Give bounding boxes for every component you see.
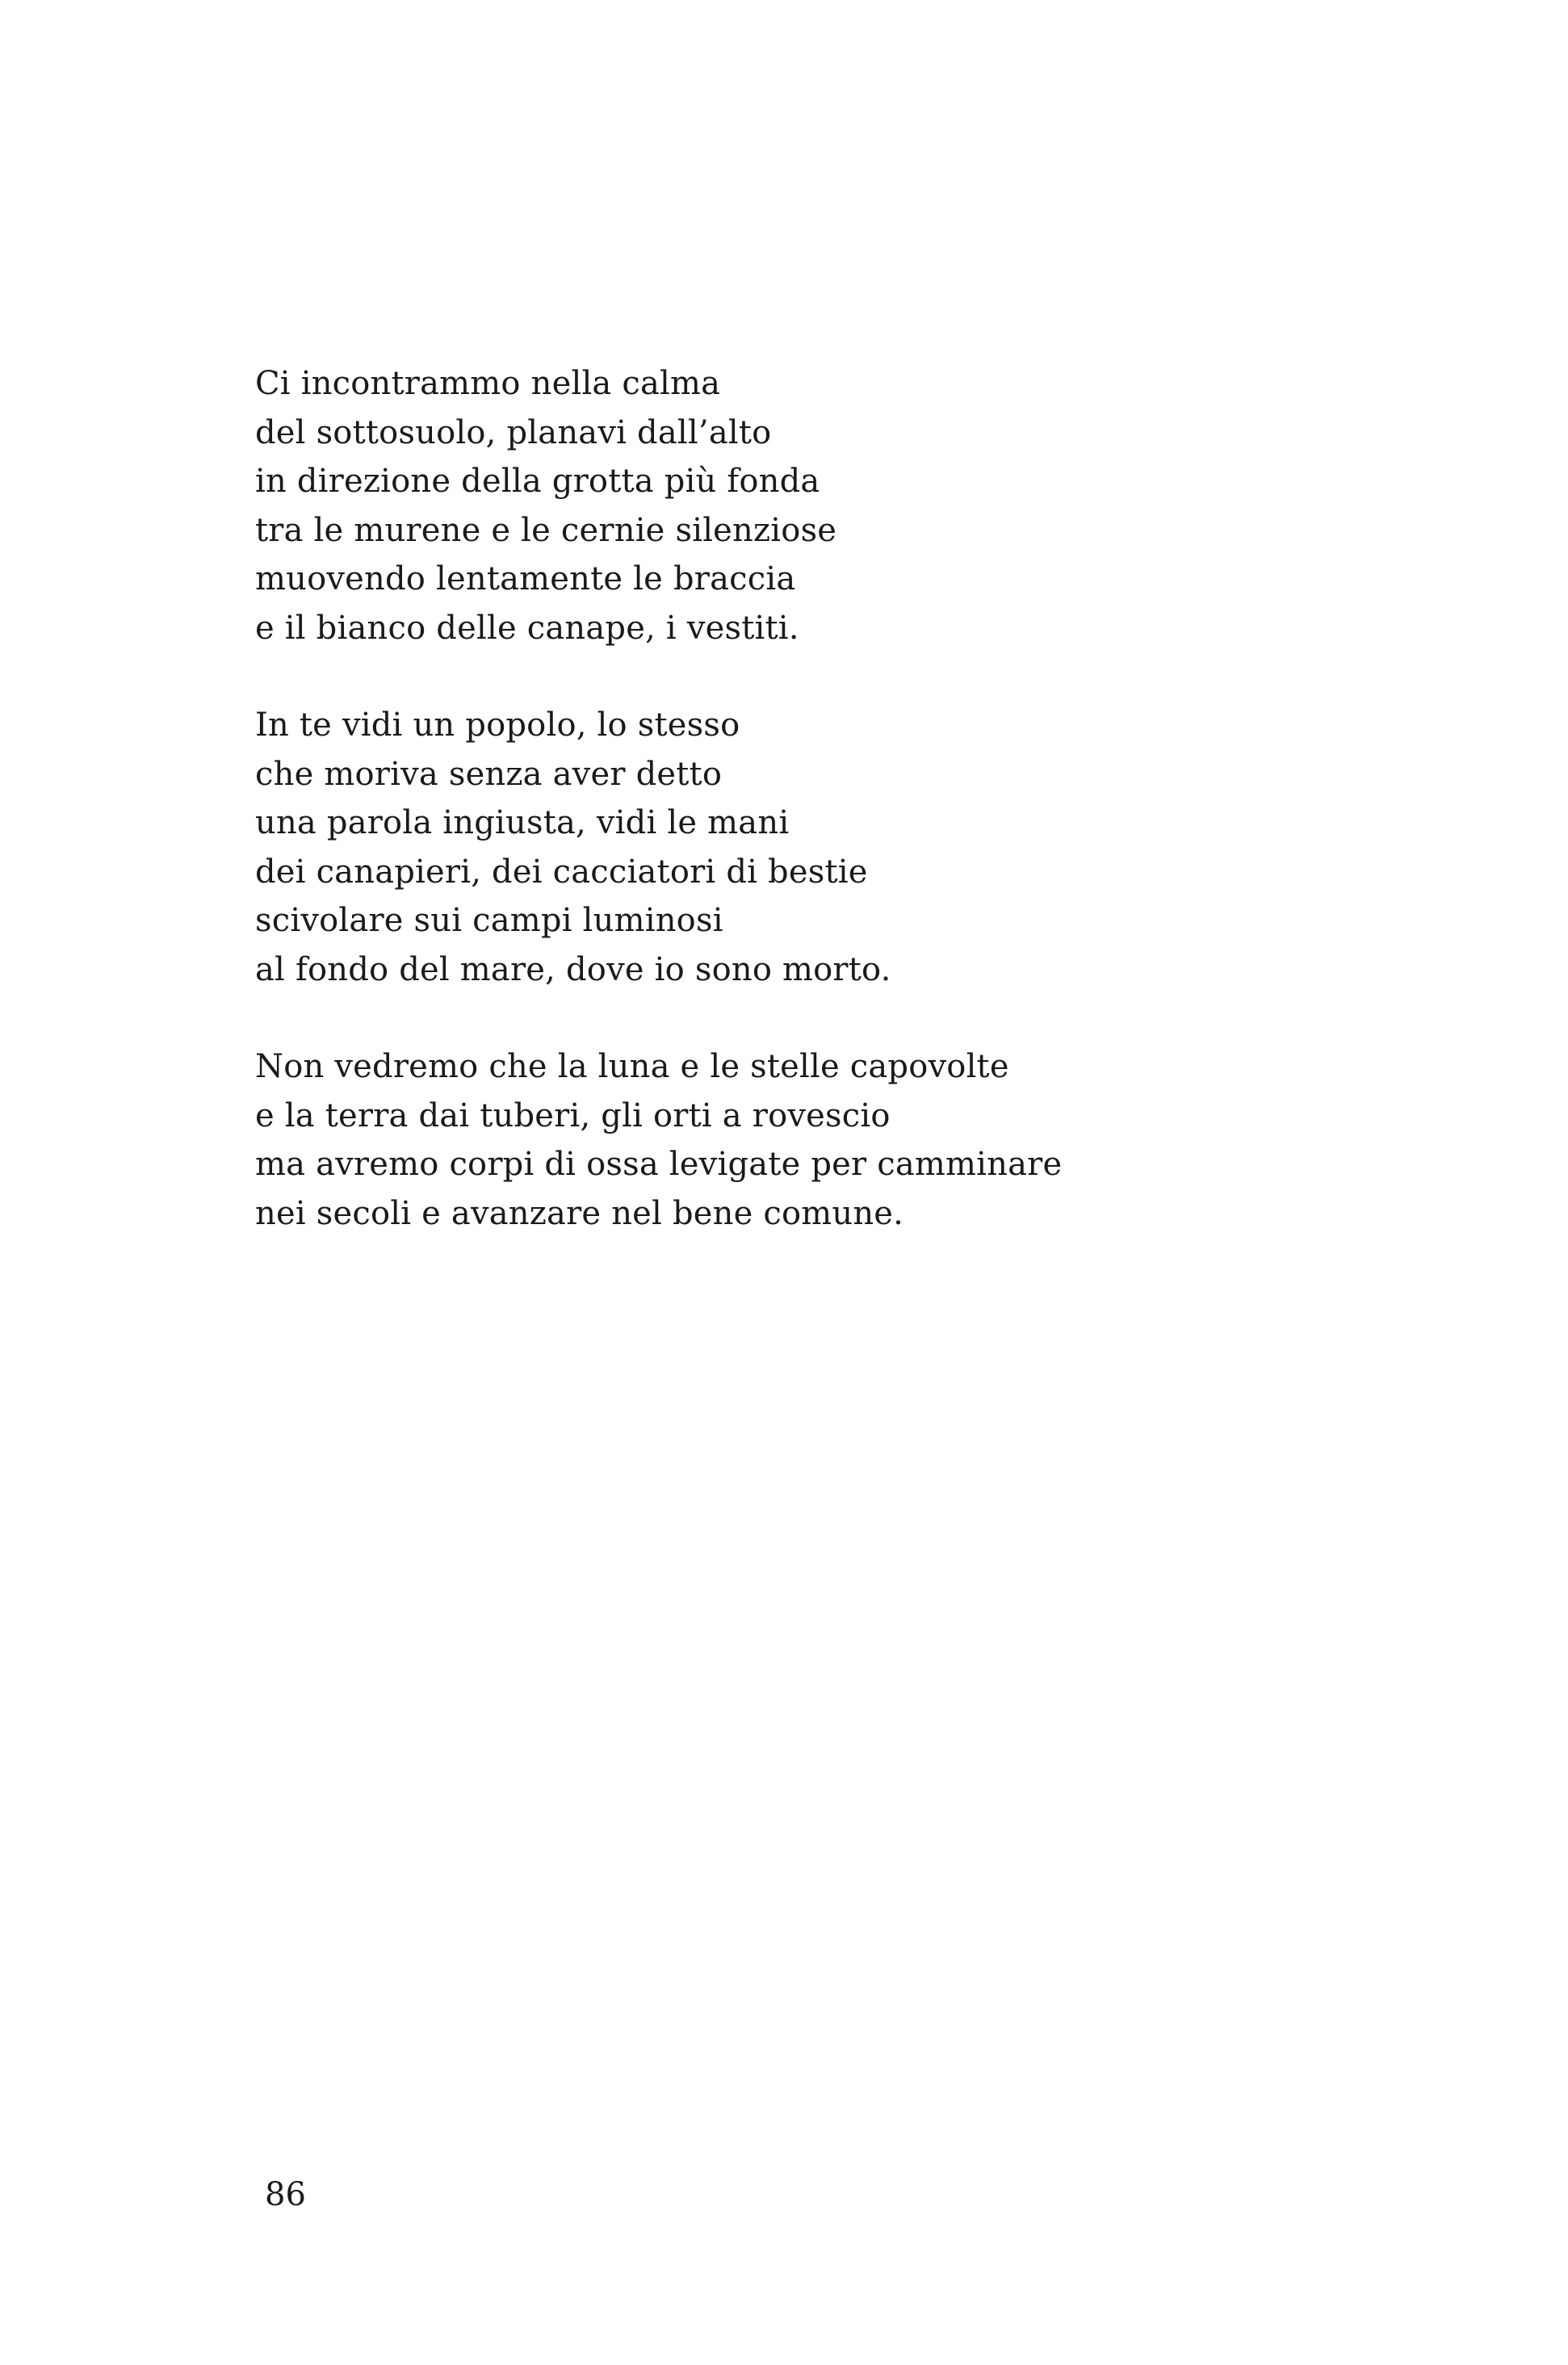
- poem-line: In te vidi un popolo, lo stesso: [255, 707, 740, 744]
- poem-line: ma avremo corpi di ossa levigate per camminare: [255, 1146, 1063, 1183]
- poem-line: e il bianco delle canape, i vestiti.: [255, 609, 799, 647]
- poem-line: in direzione della grotta più fonda: [255, 463, 820, 500]
- stanza-1: [255, 359, 1386, 652]
- stanza-2: [255, 701, 1386, 994]
- poem-line: muovendo lentamente le braccia: [255, 560, 796, 598]
- poem-line: tra le murene e le cernie silenziose: [255, 511, 837, 549]
- page-number: 86: [265, 2176, 306, 2213]
- poem-line: e la terra dai tuberi, gli orti a rovescio: [255, 1097, 891, 1134]
- poem-line: del sottosuolo, planavi dall’alto: [255, 413, 772, 451]
- poem-line: dei canapieri, dei cacciatori di bestie: [255, 853, 868, 891]
- poem-line: una parola ingiusta, vidi le mani: [255, 804, 790, 841]
- poem-line: al fondo del mare, dove io sono morto.: [255, 950, 891, 988]
- poem-line: scivolare sui campi luminosi: [255, 902, 723, 939]
- poem-line: Ci incontrammo nella calma: [255, 365, 721, 402]
- stanza-3: [255, 1042, 1386, 1238]
- poem-line: che moriva senza aver detto: [255, 755, 723, 793]
- poem-line: Non vedremo che la luna e le stelle capovolte: [255, 1048, 1009, 1085]
- poem: [255, 359, 1386, 1238]
- poem-line: nei secoli e avanzare nel bene comune.: [255, 1194, 904, 1232]
